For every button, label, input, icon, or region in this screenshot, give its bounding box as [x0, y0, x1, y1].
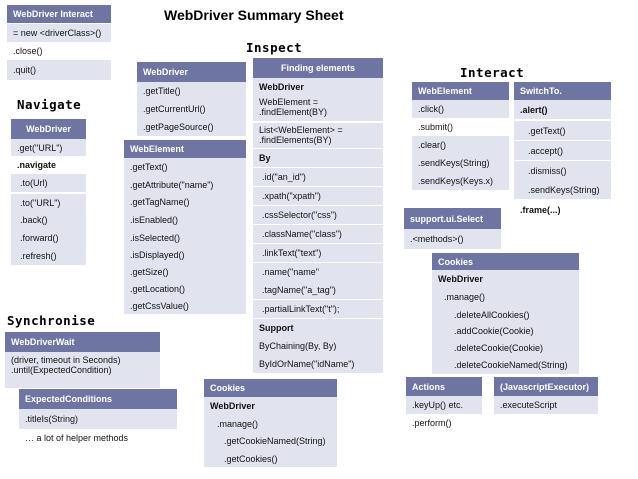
webelement-getsize: .getSize() — [124, 263, 246, 280]
find-element-line2: .findElement(BY) — [259, 107, 328, 117]
navigate-webdriver-header: WebDriver — [11, 119, 86, 139]
finding-by: By — [253, 149, 383, 167]
webelement-inspect-header: WebElement — [124, 140, 246, 158]
webelement-getlocation: .getLocation() — [124, 280, 246, 297]
webelement-interact-header: WebElement — [412, 82, 509, 100]
webdriver-new: = new <driverClass>() — [7, 24, 111, 42]
by-linktext: .linkText("text") — [253, 244, 383, 262]
cookie-getcookies: .getCookies() — [204, 450, 337, 467]
webdriver-mid-header: WebDriver — [137, 62, 246, 82]
webelement-gettext: .getText() — [124, 158, 246, 176]
find-elements-line1: List<WebElement> = — [259, 125, 343, 135]
cookie-deleteall: .deleteAllCookies() — [432, 306, 579, 324]
webdriver-interact-header: WebDriver Interact — [7, 5, 111, 23]
by-xpath: .xpath("xpath") — [253, 187, 383, 205]
navigate-label: .navigate — [17, 159, 57, 170]
navigate-back: .back() — [11, 211, 86, 229]
webdriver-gettitle: .getTitle() — [137, 82, 246, 100]
by-classname: .className("class") — [253, 225, 383, 243]
alert-accept: .accept() — [514, 141, 611, 160]
wait-line1: (driver, timeout in Seconds) — [11, 355, 121, 365]
navigate-to-string: .to("URL") — [11, 194, 86, 212]
section-synchronise: Synchronise — [7, 313, 96, 328]
wait-line2: .until(ExpectedCondition) — [11, 365, 112, 375]
webdriver-quit: .quit() — [7, 60, 111, 80]
webelement-isenabled: .isEnabled() — [124, 211, 246, 229]
select-methods: .<methods>() — [404, 229, 501, 249]
cookies-mid-webdriver: WebDriver — [204, 397, 337, 415]
webelement-getattribute: .getAttribute("name") — [124, 176, 246, 193]
find-elements-line2: .findElements(BY) — [259, 135, 332, 145]
by-id: .id("an_id") — [253, 168, 383, 186]
expected-conditions-note: … a lot of helper methods — [25, 432, 129, 443]
webelement-click: .click() — [412, 100, 509, 118]
cookie-add: .addCookie(Cookie) — [432, 322, 579, 340]
cookies-right-header: Cookies — [432, 253, 579, 270]
section-interact: Interact — [460, 65, 525, 80]
js-executor-header: (JavascriptExecutor) — [494, 377, 598, 396]
finding-webdriver: WebDriver — [253, 78, 383, 95]
webelement-isdisplayed: .isDisplayed() — [124, 246, 246, 263]
by-cssselector: .cssSelector("css") — [253, 206, 383, 224]
navigate-get: .get("URL") — [11, 139, 86, 156]
navigate-refresh: .refresh() — [11, 247, 86, 265]
cookie-delete: .deleteCookie(Cookie) — [432, 339, 579, 357]
cookie-deletenamed: .deleteCookieNamed(String) — [432, 356, 579, 374]
webelement-isselected: .isSelected() — [124, 229, 246, 246]
wait-header: WebDriverWait — [5, 332, 160, 352]
support-byidorname: ByIdOrName("idName") — [253, 355, 383, 373]
find-element — [253, 95, 383, 121]
find-elements — [253, 123, 383, 148]
cookie-getnamed: .getCookieNamed(String) — [204, 432, 337, 450]
section-inspect: Inspect — [246, 40, 303, 55]
webelement-clear: .clear() — [412, 136, 509, 154]
section-navigate: Navigate — [17, 97, 82, 112]
webdriver-getpagesource: .getPageSource() — [137, 118, 246, 136]
cookies-mid-manage: .manage() — [204, 415, 337, 432]
switchto-frame: .frame(...) — [520, 204, 561, 215]
finding-elements-header: Finding elements — [253, 58, 383, 78]
find-element-line1: WebElement = — [259, 97, 319, 107]
cookies-right-manage: .manage() — [432, 288, 579, 306]
webelement-sendkeys-keys: .sendKeys(Keys.x) — [412, 172, 509, 190]
webelement-sendkeys-string: .sendKeys(String) — [412, 154, 509, 172]
select-header: support.ui.Select — [404, 208, 501, 229]
by-name: .name("name" — [253, 263, 383, 281]
switchto-alert: .alert() — [514, 100, 611, 119]
webelement-gettagname: .getTagName() — [124, 193, 246, 211]
webdriver-close: .close() — [13, 46, 43, 56]
support-bychaining: ByChaining(By, By) — [253, 337, 383, 355]
cookies-mid-header: Cookies — [204, 379, 337, 397]
webdriver-getcurrenturl: .getCurrentUrl() — [137, 100, 246, 118]
webelement-getcssvalue: .getCssValue() — [124, 297, 246, 314]
cookies-right-webdriver: WebDriver — [432, 270, 579, 288]
wait-body — [5, 352, 160, 388]
expected-conditions-header: ExpectedConditions — [19, 389, 177, 409]
navigate-to-url: .to(Url) — [11, 174, 86, 192]
by-partiallinktext: .partialLinkText("t"); — [253, 300, 383, 318]
switchto-header: SwitchTo. — [514, 82, 611, 100]
by-tagname: .tagName("a_tag") — [253, 281, 383, 299]
actions-keyup: .keyUp() etc. — [406, 396, 482, 414]
alert-gettext: .getText() — [514, 121, 611, 140]
js-executescript: .executeScript — [494, 396, 598, 414]
alert-sendkeys: .sendKeys(String) — [514, 180, 611, 199]
webelement-submit: .submit() — [418, 122, 454, 132]
page-title: WebDriver Summary Sheet — [164, 7, 344, 23]
actions-header: Actions — [406, 377, 482, 396]
alert-dismiss: .dismiss() — [514, 161, 611, 180]
actions-perform: .perform() — [412, 418, 452, 428]
expected-conditions-titleis: .titleIs(String) — [19, 409, 177, 429]
navigate-forward: .forward() — [11, 229, 86, 247]
finding-support: Support — [253, 319, 383, 337]
